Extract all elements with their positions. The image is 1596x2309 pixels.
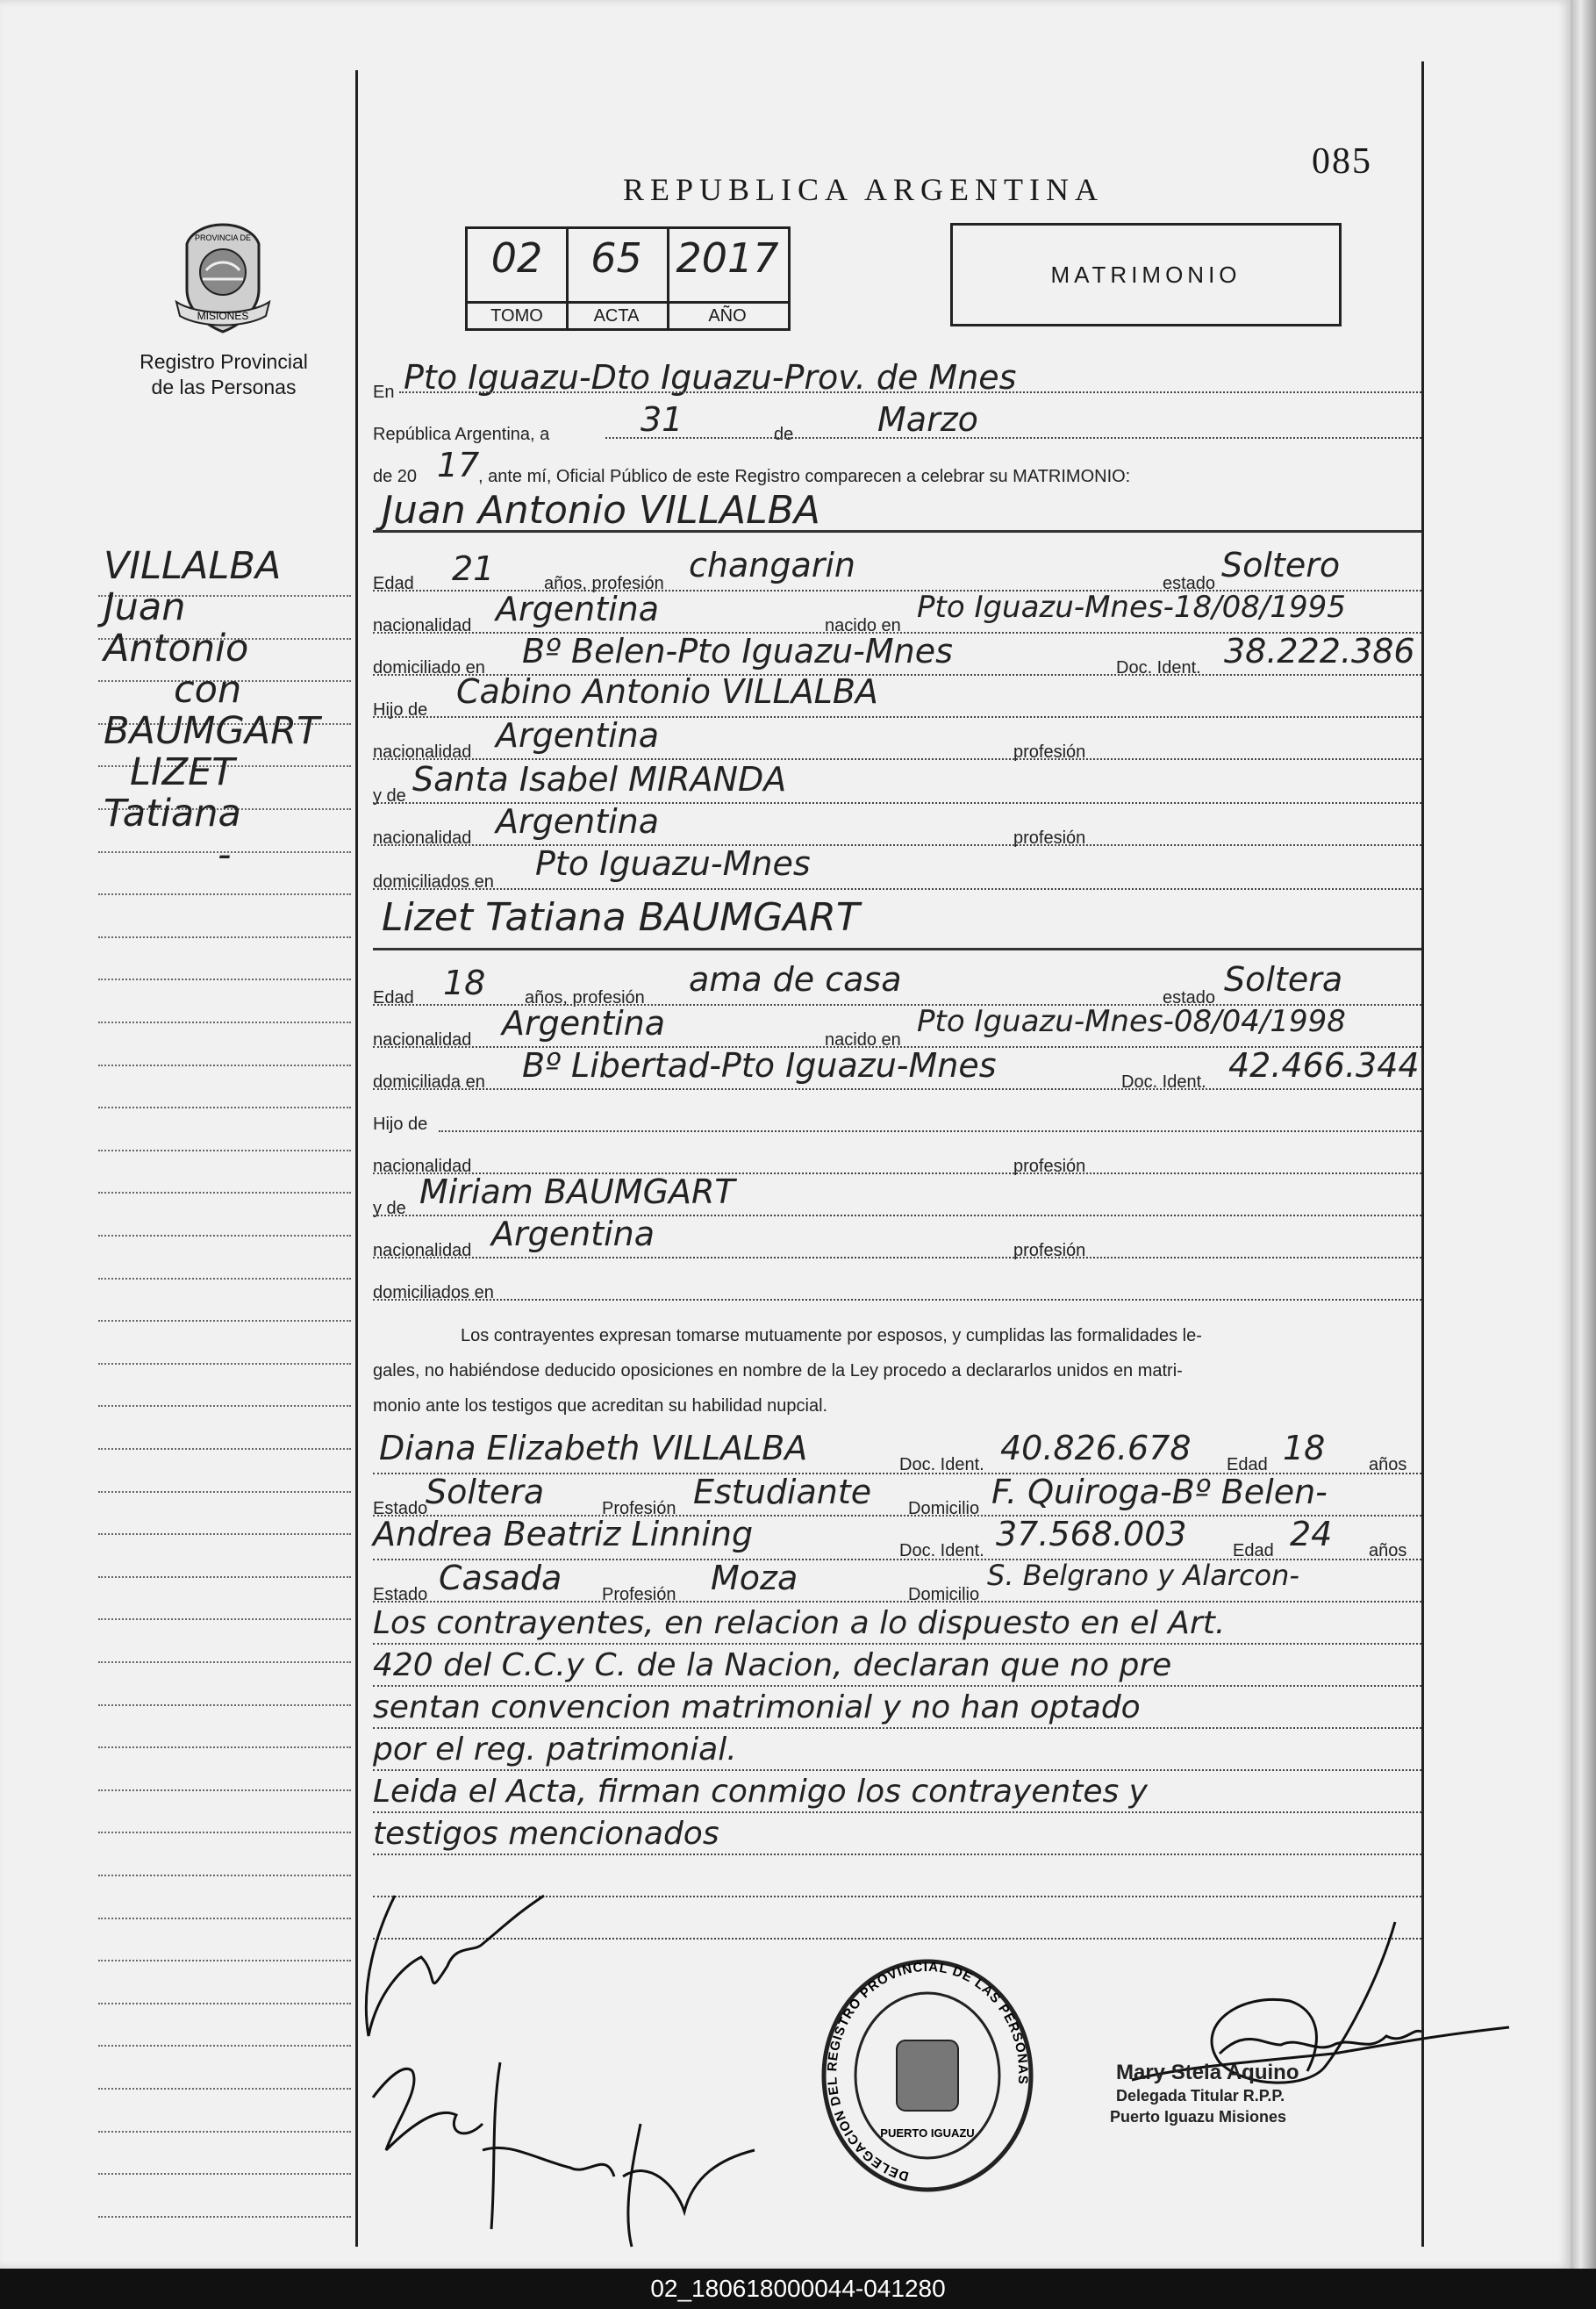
declaration-line: Los contrayentes expresan tomarse mutuamente por esposos, y cumplidas las formalidades le- xyxy=(461,1326,1202,1345)
margin-line xyxy=(98,1875,351,1876)
margin-line xyxy=(98,1661,351,1663)
groom-mother-nac-label: nacionalidad xyxy=(373,828,472,848)
bride-mother-nac: Argentina xyxy=(491,1215,655,1253)
notes-block xyxy=(373,1603,1225,1855)
margin-note-line: BAUMGART xyxy=(104,709,320,753)
emblem-text-bottom: MISIONES xyxy=(197,310,249,322)
witness1-estado: Soltera xyxy=(426,1473,545,1511)
bride-nacido-label: nacido en xyxy=(825,1030,901,1050)
margin-line xyxy=(98,1918,351,1919)
bride-mother: Miriam BAUMGART xyxy=(419,1172,735,1211)
witness2-edad: 24 xyxy=(1290,1515,1333,1553)
margin-line xyxy=(98,1618,351,1620)
groom-mother-nac-line xyxy=(373,844,1421,846)
margin-note-line: Tatiana xyxy=(104,792,241,835)
groom-father-nac-label: nacionalidad xyxy=(373,742,472,762)
registry-name xyxy=(114,349,333,400)
declaration-text xyxy=(373,1318,1417,1423)
bride-nac-label: nacionalidad xyxy=(373,1030,472,1050)
ano-cell xyxy=(667,229,788,328)
declaration-line: gales, no habiéndose deducido oposiciones en nombre de la Ley procedo a declararlos unidos en matri- xyxy=(373,1361,1183,1380)
groom-mother-nac: Argentina xyxy=(496,802,660,841)
bride-name: Lizet Tatiana BAUMGART xyxy=(382,895,860,940)
bride-father-prof-label: profesión xyxy=(1013,1157,1086,1176)
registry-name-line1: Registro Provincial xyxy=(140,350,308,373)
bride-estado: Soltera xyxy=(1224,960,1343,999)
margin-note-line: Antonio xyxy=(104,627,249,670)
bride-edad-label: Edad xyxy=(373,988,414,1007)
margin-line xyxy=(98,1576,351,1578)
groom-father-nac: Argentina xyxy=(496,716,660,755)
groom-father-prof-label: profesión xyxy=(1013,742,1086,762)
margin-note-line: LIZET xyxy=(130,750,235,794)
margin-line xyxy=(98,1960,351,1961)
day-value: 31 xyxy=(641,400,683,439)
bride-domicilio: Bº Libertad-Pto Iguazu-Mnes xyxy=(522,1046,997,1085)
opening-statement: , ante mí, Oficial Público de este Registro comparecen a celebrar su MATRIMONIO: xyxy=(478,467,1131,486)
margin-line xyxy=(98,1789,351,1791)
provincial-emblem-icon xyxy=(171,221,275,335)
groom-doc-label: Doc. Ident. xyxy=(1116,658,1201,678)
tomo-value: 02 xyxy=(490,234,543,282)
label-republica: República Argentina, a xyxy=(373,425,550,444)
witness1-dom-label: Domicilio xyxy=(908,1499,980,1518)
footer-id: 02_180618000044-041280 xyxy=(650,2275,946,2302)
witness2-anos-label: años xyxy=(1369,1541,1407,1560)
bride-dom-line xyxy=(373,1088,1421,1090)
margin-line xyxy=(98,1832,351,1833)
bride-doc: 42.466.344 xyxy=(1228,1046,1420,1085)
seal-center-text: PUERTO IGUAZU xyxy=(880,2126,975,2140)
groom-nac-label: nacionalidad xyxy=(373,616,472,635)
witness1-edad: 18 xyxy=(1283,1429,1326,1467)
groom-father: Cabino Antonio VILLALBA xyxy=(456,672,878,711)
margin-line xyxy=(98,2045,351,2047)
margin-note-line: - xyxy=(218,833,232,877)
note-line-rule xyxy=(373,1643,1421,1645)
bride-father-nac-label: nacionalidad xyxy=(373,1157,472,1176)
declaration-line: monio ante los testigos que acreditan su habilidad nupcial. xyxy=(373,1396,828,1416)
groom-mother-prof-label: profesión xyxy=(1013,828,1086,848)
witness2-domicilio: S. Belgrano y Alarcon- xyxy=(987,1559,1299,1592)
bride-mother-nac-line xyxy=(373,1257,1421,1258)
groom-nacido: Pto Iguazu-Mnes-18/08/1995 xyxy=(917,590,1346,625)
margin-line xyxy=(98,979,351,980)
note-line-rule xyxy=(373,1811,1421,1813)
groom-nacionalidad: Argentina xyxy=(496,590,660,628)
witness2-doc-label: Doc. Ident. xyxy=(899,1541,984,1560)
witness1-edad-label: Edad xyxy=(1227,1455,1268,1474)
bride-estado-label: estado xyxy=(1163,988,1216,1007)
margin-line xyxy=(98,1533,351,1535)
groom-nacido-label: nacido en xyxy=(825,616,901,635)
margin-line xyxy=(98,1107,351,1108)
bride-dom-label: domiciliada en xyxy=(373,1072,485,1092)
date-line xyxy=(605,437,1421,439)
witness1-doc-label: Doc. Ident. xyxy=(899,1455,984,1474)
witness2-dom-label: Domicilio xyxy=(908,1585,980,1604)
groom-parents-dom: Pto Iguazu-Mnes xyxy=(535,844,811,883)
note-line-rule xyxy=(373,1727,1421,1729)
margin-line xyxy=(98,1278,351,1280)
margin-line xyxy=(98,2003,351,2004)
bride-mother-label: y de xyxy=(373,1199,406,1218)
groom-parents-dom-line xyxy=(373,888,1421,890)
witness1-estado-label: Estado xyxy=(373,1499,428,1518)
margin-line xyxy=(98,2216,351,2218)
groom-signature xyxy=(366,1896,544,2036)
registry-name-line2: de las Personas xyxy=(151,376,297,398)
note-line-rule xyxy=(373,1769,1421,1771)
groom-profesion: changarin xyxy=(689,546,856,584)
groom-edad: 21 xyxy=(452,549,495,588)
note-line-rule xyxy=(373,1685,1421,1687)
tomo-label: TOMO xyxy=(468,301,566,328)
witness2-estado-label: Estado xyxy=(373,1585,428,1604)
margin-note-line: VILLALBA xyxy=(104,544,282,588)
ano-label: AÑO xyxy=(667,301,788,328)
witness1-doc: 40.826.678 xyxy=(1000,1429,1192,1467)
bride-nacido: Pto Iguazu-Mnes-08/04/1998 xyxy=(917,1004,1346,1039)
margin-line xyxy=(98,1320,351,1322)
witness2-estado: Casada xyxy=(439,1559,562,1597)
seal-outer-text: DELEGACION DEL REGISTRO PROVINCIAL DE LAS PERSONAS xyxy=(825,1959,1031,2184)
margin-line xyxy=(98,1704,351,1706)
note-line: 420 del C.C.y C. de la Nacion, declaran que no pre xyxy=(373,1647,1172,1683)
witness1-anos-label: años xyxy=(1369,1455,1407,1474)
witness1-profesion: Estudiante xyxy=(693,1473,872,1511)
official-seal xyxy=(820,1957,1035,2194)
margin-note-line: Juan xyxy=(104,585,186,629)
page-edge xyxy=(1571,0,1596,2269)
page-number: 085 xyxy=(1312,141,1372,182)
emblem-text-top: PROVINCIA DE xyxy=(194,233,252,242)
groom-domicilio: Bº Belen-Pto Iguazu-Mnes xyxy=(522,632,953,670)
groom-edad-label: Edad xyxy=(373,574,414,593)
margin-line xyxy=(98,1405,351,1407)
note-line: testigos mencionados xyxy=(373,1816,719,1852)
margin-note xyxy=(104,546,319,876)
margin-line xyxy=(98,893,351,895)
official-title: Delegada Titular R.P.P. xyxy=(1116,2087,1285,2105)
bride-signature xyxy=(373,2069,483,2150)
margin-note-line: con xyxy=(174,668,242,712)
margin-line xyxy=(98,2131,351,2133)
place-line xyxy=(399,391,1421,393)
witness1-prof-label: Profesión xyxy=(602,1499,676,1518)
groom-name-line xyxy=(373,530,1421,533)
margin-line xyxy=(98,1192,351,1194)
bride-mother-prof-label: profesión xyxy=(1013,1241,1086,1260)
bride-nacionalidad: Argentina xyxy=(502,1004,666,1043)
margin-line xyxy=(98,936,351,938)
bride-name-line xyxy=(373,948,1421,950)
margin-line xyxy=(98,1363,351,1365)
note-line: Leida el Acta, firman conmigo los contrayentes y xyxy=(373,1774,1148,1810)
note-line: Los contrayentes, en relacion a lo dispuesto en el Art. xyxy=(373,1605,1226,1641)
margin-line xyxy=(98,1448,351,1450)
groom-mother: Santa Isabel MIRANDA xyxy=(412,760,787,799)
month-value: Marzo xyxy=(877,400,978,439)
margin-line xyxy=(98,1491,351,1493)
bride-father-label: Hijo de xyxy=(373,1115,428,1134)
groom-doc: 38.222.386 xyxy=(1224,632,1415,670)
bride-anos-label: años, profesión xyxy=(525,988,645,1007)
note-line: sentan convencion matrimonial y no han optado xyxy=(373,1689,1141,1725)
place-value: Pto Iguazu-Dto Iguazu-Prov. de Mnes xyxy=(404,358,1017,397)
bride-mother-nac-label: nacionalidad xyxy=(373,1241,472,1260)
bride-parents-dom-label: domiciliados en xyxy=(373,1283,494,1302)
acta-cell xyxy=(566,229,669,328)
margin-line xyxy=(98,1065,351,1066)
official-name: Mary Stela Aquino xyxy=(1116,2061,1299,2084)
ano-value: 2017 xyxy=(676,234,779,282)
official-place: Puerto Iguazu Misiones xyxy=(1110,2108,1287,2126)
groom-mother-label: y de xyxy=(373,786,406,806)
note-line: por el reg. patrimonial. xyxy=(373,1732,737,1768)
party-signatures xyxy=(342,1861,834,2255)
acta-label: ACTA xyxy=(566,301,667,328)
margin-line xyxy=(98,1746,351,1748)
note-line-rule xyxy=(373,1854,1421,1855)
registration-box xyxy=(465,226,791,331)
label-year: de 20 xyxy=(373,467,418,486)
groom-name: Juan Antonio VILLALBA xyxy=(382,488,820,533)
bride-doc-label: Doc. Ident. xyxy=(1121,1072,1206,1092)
margin-line xyxy=(98,1235,351,1237)
acta-value: 65 xyxy=(590,234,642,282)
groom-anos-label: años, profesión xyxy=(544,574,664,593)
margin-line xyxy=(98,1022,351,1023)
witness2-prof-label: Profesión xyxy=(602,1585,676,1604)
witness1-name: Diana Elizabeth VILLALBA xyxy=(379,1429,808,1467)
witness2-profesion: Moza xyxy=(711,1559,798,1597)
groom-estado: Soltero xyxy=(1221,546,1341,584)
margin-line xyxy=(98,1150,351,1151)
year-value: 17 xyxy=(437,446,480,484)
page-title: REPUBLICA ARGENTINA xyxy=(623,172,1105,207)
bride-edad: 18 xyxy=(443,964,486,1002)
bride-father-line xyxy=(439,1130,1421,1132)
tomo-cell xyxy=(468,229,569,328)
witness2-signature xyxy=(623,2124,755,2247)
document-type-box: MATRIMONIO xyxy=(950,223,1342,326)
bride-parents-dom-line xyxy=(373,1299,1421,1301)
witness1-signature xyxy=(483,2062,614,2229)
bride-profesion: ama de casa xyxy=(689,960,902,999)
margin-line xyxy=(98,2173,351,2175)
margin-line xyxy=(98,2088,351,2090)
label-de: de xyxy=(774,425,794,444)
label-en: En xyxy=(373,383,395,402)
witness2-doc: 37.568.003 xyxy=(996,1515,1187,1553)
groom-father-label: Hijo de xyxy=(373,700,428,720)
witness2-name: Andrea Beatriz Linning xyxy=(373,1515,754,1553)
groom-estado-label: estado xyxy=(1163,574,1216,593)
witness1-domicilio: F. Quiroga-Bº Belen- xyxy=(991,1473,1328,1511)
groom-dom-label: domiciliado en xyxy=(373,658,485,678)
witness2-edad-label: Edad xyxy=(1233,1541,1274,1560)
groom-parents-dom-label: domiciliados en xyxy=(373,872,494,892)
